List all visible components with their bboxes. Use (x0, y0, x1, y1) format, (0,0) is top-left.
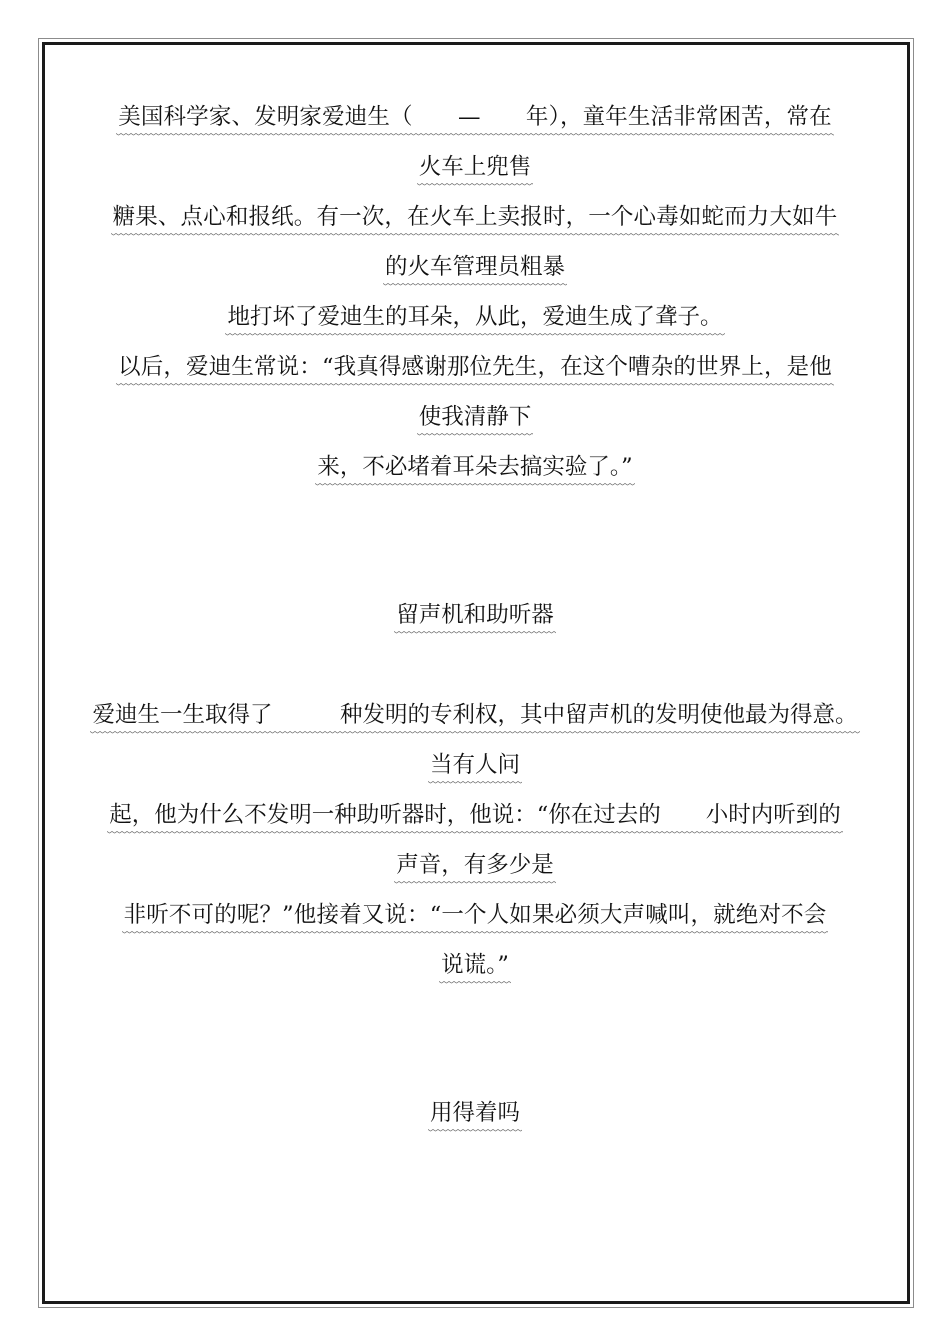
text-line-content: 声音，有多少是 (394, 850, 556, 884)
text-line (0, 102, 950, 136)
text-line (0, 152, 950, 186)
section-heading-text: 用得着吗 (428, 1098, 522, 1132)
text-line-content: 糖果、点心和报纸。有一次，在火车上卖报时，一个心毒如蛇而力大如牛 (111, 202, 840, 236)
text-line-content: 非听不可的呢？”他接着又说：“一个人如果必须大声喊叫，就绝对不会 (122, 900, 829, 934)
text-line (0, 302, 950, 336)
section-heading (0, 600, 950, 634)
text-line-content: 说谎。” (439, 950, 511, 984)
text-line-content: 使我清静下 (417, 402, 534, 436)
section-heading (0, 1098, 950, 1132)
text-line (0, 950, 950, 984)
text-line-content: 起，他为什么不发明一种助听器时，他说：“你在过去的 小时内听到的 (107, 800, 843, 834)
text-line (0, 800, 950, 834)
text-line (0, 750, 950, 784)
text-line-content: 来，不必堵着耳朵去搞实验了。” (315, 452, 634, 486)
text-line (0, 900, 950, 934)
text-line-content: 爱迪生一生取得了 种发明的专利权，其中留声机的发明使他最为得意。 (90, 700, 859, 734)
text-line-content: 的火车管理员粗暴 (383, 252, 567, 286)
text-line-content: 美国科学家、发明家爱迪生（ — 年），童年生活非常困苦，常在 (116, 102, 834, 136)
text-line-content: 以后，爱迪生常说：“我真得感谢那位先生，在这个嘈杂的世界上，是他 (116, 352, 834, 386)
text-line (0, 850, 950, 884)
text-line-content: 地打坏了爱迪生的耳朵，从此，爱迪生成了聋子。 (225, 302, 724, 336)
text-line (0, 202, 950, 236)
text-line (0, 452, 950, 486)
text-line (0, 252, 950, 286)
text-line-content: 火车上兜售 (417, 152, 534, 186)
text-line (0, 352, 950, 386)
text-line (0, 700, 950, 734)
section-heading-text: 留声机和助听器 (394, 600, 556, 634)
text-line-content: 当有人问 (428, 750, 522, 784)
text-line (0, 402, 950, 436)
